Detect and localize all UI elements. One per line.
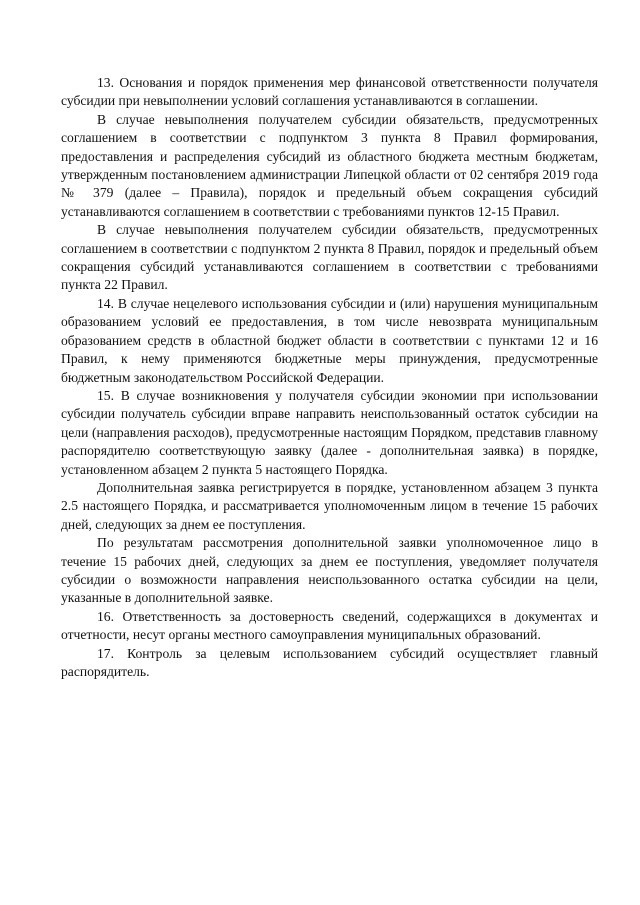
paragraph-16: 16. Ответственность за достоверность сведений, содержащихся в документах и отчетности, несут органы местного самоуправления муниципальных образований. (61, 608, 598, 643)
document-page (61, 74, 598, 681)
paragraph-14: 14. В случае нецелевого использования субсидии и (или) нарушения муниципальным образованием условий ее предоставления, в том числе невозврата муниципальным образованием средств в областной бюджет области в соответствии с пунктами 12 и 16 Правил, к нему применяются бюджетные меры принуждения, предусмотренные бюджетным законодательством Российской Федерации. (61, 295, 598, 385)
paragraph-13-subpoint-2: В случае невыполнения получателем субсидии обязательств, предусмотренных соглашением в соответствии с подпунктом 2 пункта 8 Правил, порядок и предельный объем сокращения субсидий устанавливаются соглашением в соответствии с требованиями пункта 22 Правил. (61, 222, 598, 293)
paragraph-15-registration: Дополнительная заявка регистрируется в порядке, установленном абзацем 3 пункта 2.5 настоящего Порядка, и рассматривается уполномоченным лицом в течение 15 рабочих дней, следующих за днем ее поступления. (61, 479, 598, 532)
paragraph-17: 17. Контроль за целевым использованием субсидий осуществляет главный распорядитель. (61, 645, 598, 679)
paragraph-13: 13. Основания и порядок применения мер финансовой ответственности получателя субсидии при невыполнении условий соглашения устанавливаются в соглашении. (61, 75, 598, 109)
paragraph-15: 15. В случае возникновения у получателя субсидии экономии при использовании субсидии получатель субсидии вправе направить неиспользованный остаток субсидии на цели (направления расходов), предусмотренные настоящим Порядком, представив главному распорядителю соответствующую заявку (далее - дополнительная заявка) в порядке, установленном абзацем 2 пункта 5 настоящего Порядка. (61, 387, 598, 477)
paragraph-15-review-result: По результатам рассмотрения дополнительной заявки уполномоченное лицо в течение 15 рабочих дней, следующих за днем ее поступления, уведомляет получателя субсидии о возможности направления неиспользованного остатка субсидии на цели, указанные в дополнительной заявке. (61, 535, 598, 606)
paragraph-13-subpoint-3: В случае невыполнения получателем субсидии обязательств, предусмотренных соглашением в соответствии с подпунктом 3 пункта 8 Правил формирования, предоставления и распределения субсидий из областного бюджета местным бюджетам, утвержденным постановлением администрации Липецкой области от 02 сентября 2019 года № 379 (далее – Правила), порядок и предельный объем сокращения субсидий устанавливаются соглашением в соответствии с требованиями пунктов 12-15 Правил. (61, 111, 598, 219)
